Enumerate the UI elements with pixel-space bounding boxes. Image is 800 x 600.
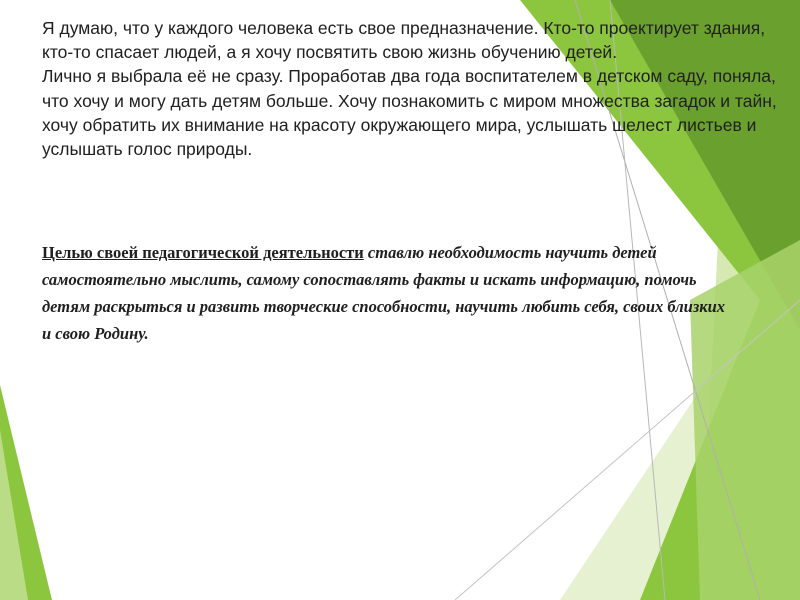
goal-statement	[42, 239, 732, 347]
intro-text	[42, 16, 782, 161]
goal-body: ставлю необходимость научить детей самостоятельно мыслить, самому сопоставлять факты и искать информацию, помочь детям раскрыться и развить творческие способности, научить любить себя, своих близких и свою Родину.	[42, 243, 726, 343]
goal-heading: Целью своей педагогической деятельности	[42, 243, 364, 262]
paragraph-2: Лично я выбрала её не сразу. Проработав два года воспитателем в детском саду, поняла, что хочу и могу дать детям больше. Хочу познакомить с миром множества загадок и тайн, хочу обратить их внимание на красоту окружающего мира, услышать шелест листьев и услышать голос природы.	[42, 66, 777, 160]
paragraph-1: Я думаю, что у каждого человека есть свое предназначение. Кто-то проектирует здания, кто-то спасает людей, а я хочу посвятить свою жизнь обучению детей.	[42, 18, 766, 63]
